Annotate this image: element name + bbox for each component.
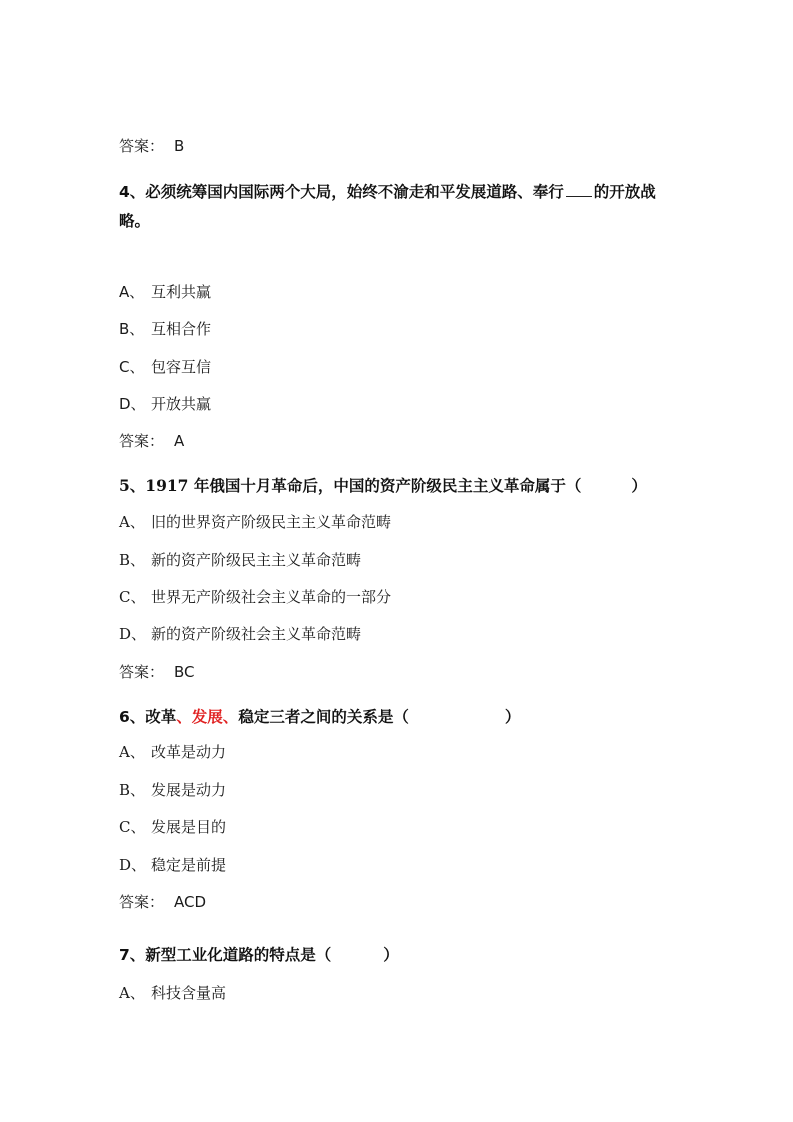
option-a: A、 改革是动力 [119, 743, 227, 761]
answer-value: ACD [174, 893, 207, 911]
option-d: D、 开放共赢 [119, 395, 212, 413]
answer-label: 答案： [119, 432, 165, 450]
option-c: C、 包容互信 [119, 358, 212, 376]
blank-line [566, 182, 592, 197]
question-6: 6、改革、发展、稳定三者之间的关系是（ ） [119, 708, 521, 726]
question-7: 7、新型工业化道路的特点是（ ） [119, 946, 399, 964]
option-b: B、 新的资产阶级民主主义革命范畴 [119, 551, 362, 569]
answer-label: 答案： [119, 137, 165, 155]
answer-5 [119, 661, 195, 682]
option-c: C、 发展是目的 [119, 818, 227, 836]
option-b: B、 互相合作 [119, 320, 212, 338]
answer-4 [119, 430, 184, 451]
option-d: D、 新的资产阶级社会主义革命范畴 [119, 625, 362, 643]
answer-3 [119, 135, 184, 156]
option-a: A、 互利共赢 [119, 283, 212, 301]
option-d: D、 稳定是前提 [119, 856, 227, 874]
question-4-line1: 4、必须统筹国内国际两个大局，始终不渝走和平发展道路、奉行 的开放战 [119, 183, 656, 201]
answer-value: BC [174, 663, 195, 681]
option-c: C、 世界无产阶级社会主义革命的一部分 [119, 588, 392, 606]
answer-6 [119, 891, 206, 912]
answer-label: 答案： [119, 893, 165, 911]
option-a: A、 科技含量高 [119, 984, 227, 1002]
highlighted-text: 、发展、 [176, 708, 239, 726]
answer-value: A [174, 432, 185, 450]
option-b: B、 发展是动力 [119, 781, 227, 799]
answer-value: B [174, 137, 185, 155]
question-4-line2: 略。 [119, 212, 151, 230]
question-5: 5、1917 年俄国十月革命后，中国的资产阶级民主主义革命属于（ ） [119, 476, 647, 495]
option-a: A、 旧的世界资产阶级民主主义革命范畴 [119, 513, 392, 531]
answer-label: 答案： [119, 663, 165, 681]
